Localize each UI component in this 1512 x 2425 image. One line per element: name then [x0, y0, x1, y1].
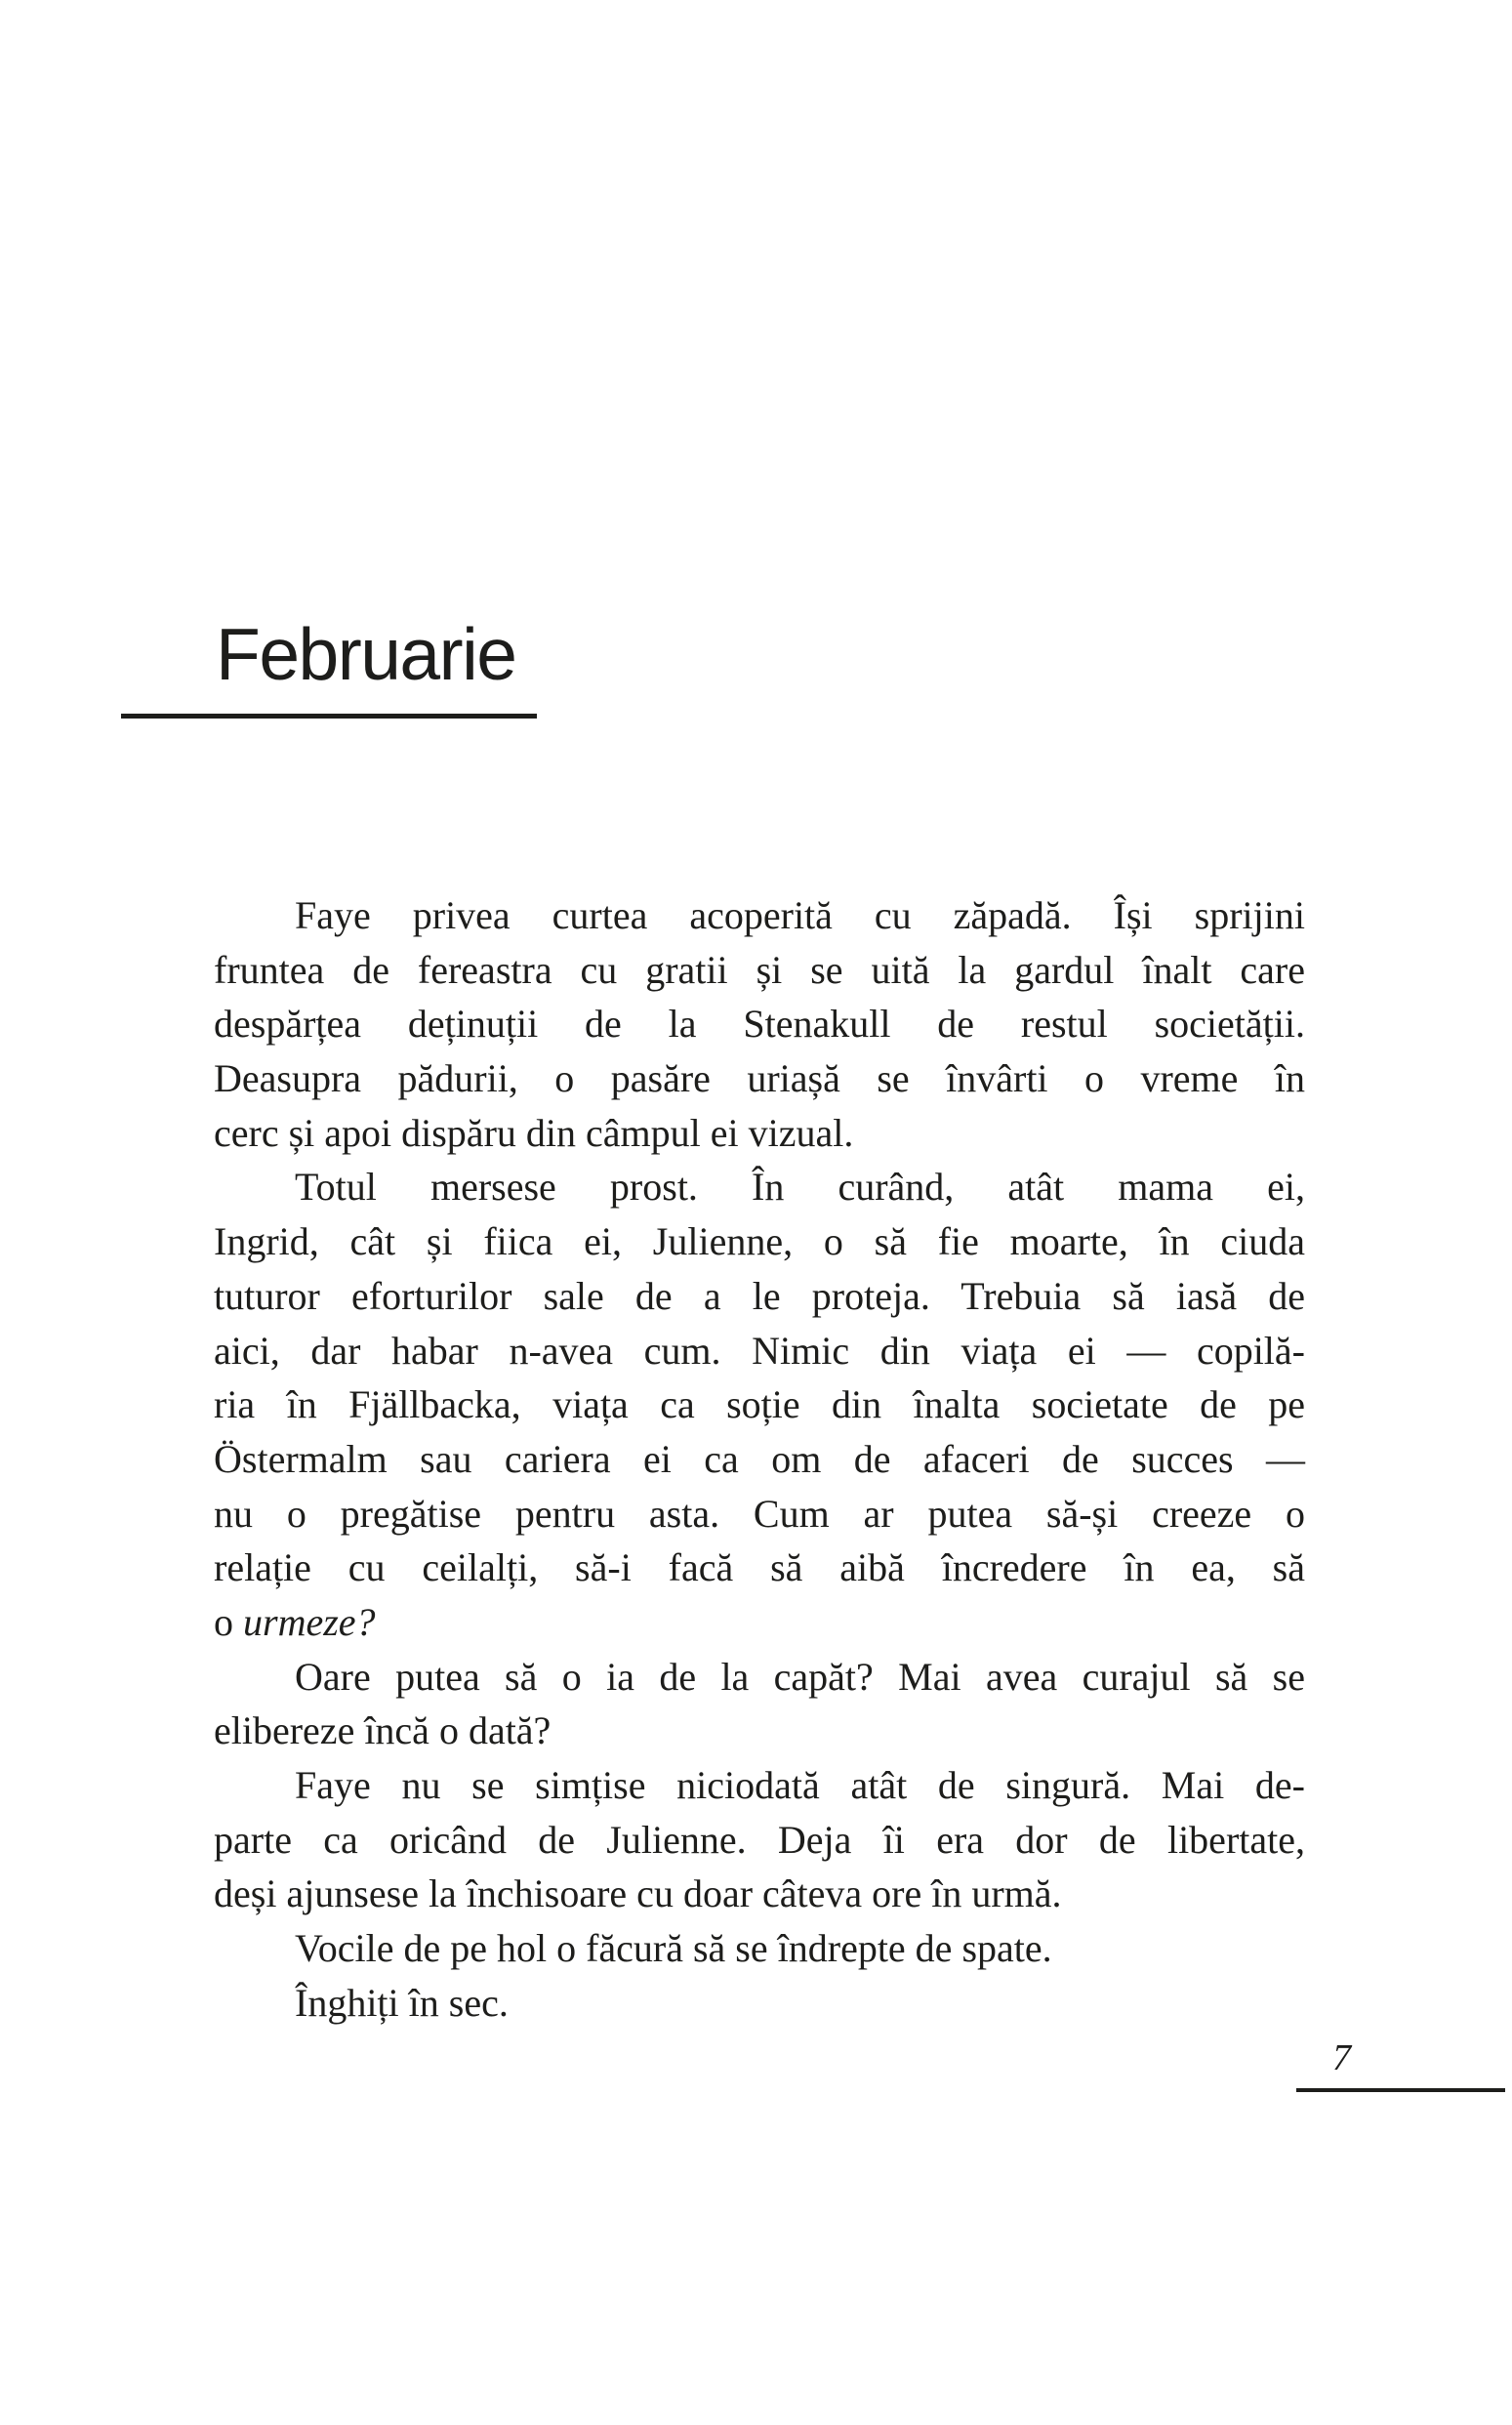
footer-rule: [1296, 2088, 1505, 2092]
text-line: parte ca oricând de Julienne. Deja îi era dor de libertate,: [214, 1817, 1305, 1862]
text-line: Ingrid, cât și fiica ei, Julienne, o să fie moarte, în ciuda: [214, 1219, 1305, 1264]
text-line: Totul mersese prost. În curând, atât mama ei,: [295, 1165, 1305, 1210]
text-line: Oare putea să o ia de la capăt? Mai avea curajul să se: [295, 1654, 1305, 1699]
text-line: fruntea de fereastra cu gratii și se uită la gardul înalt care: [214, 947, 1305, 992]
page-number: 7: [1332, 2037, 1351, 2078]
text-line: deși ajunsese la închisoare cu doar câteva ore în urmă.: [214, 1871, 1062, 1916]
text-line: cerc și apoi dispăru din câmpul ei vizual.: [214, 1110, 854, 1155]
text-line: ria în Fjällbacka, viața ca soție din înalta societate de pe: [214, 1382, 1305, 1427]
text-line: Faye privea curtea acoperită cu zăpadă. Își sprijini: [295, 893, 1305, 937]
text-line: Östermalm sau cariera ei ca om de afaceri de succes —: [214, 1436, 1305, 1481]
text-line: aici, dar habar n-avea cum. Nimic din viața ei — copilă-: [214, 1328, 1305, 1373]
text-line: o urmeze?: [214, 1599, 376, 1644]
chapter-title-rule: [121, 714, 537, 719]
text-line: tuturor eforturilor sale de a le proteja. Trebuia să iasă de: [214, 1273, 1305, 1318]
text-line: Înghiți în sec.: [295, 1980, 509, 2025]
text-line: despărțea deținuții de la Stenakull de restul societății.: [214, 1002, 1305, 1047]
text-line: elibereze încă o dată?: [214, 1708, 552, 1753]
text-line: nu o pregătise pentru asta. Cum ar putea să-și creeze o: [214, 1491, 1305, 1536]
text-line: Faye nu se simțise niciodată atât de singură. Mai de-: [295, 1763, 1305, 1807]
chapter-title: Februarie: [216, 613, 516, 695]
text-line: Vocile de pe hol o făcură să se îndrepte de spate.: [295, 1926, 1052, 1971]
text-line: relație cu ceilalți, să-i facă să aibă încredere în ea, să: [214, 1545, 1305, 1590]
body-text: [214, 888, 1305, 2030]
text-line: Deasupra pădurii, o pasăre uriașă se învârti o vreme în: [214, 1056, 1305, 1101]
